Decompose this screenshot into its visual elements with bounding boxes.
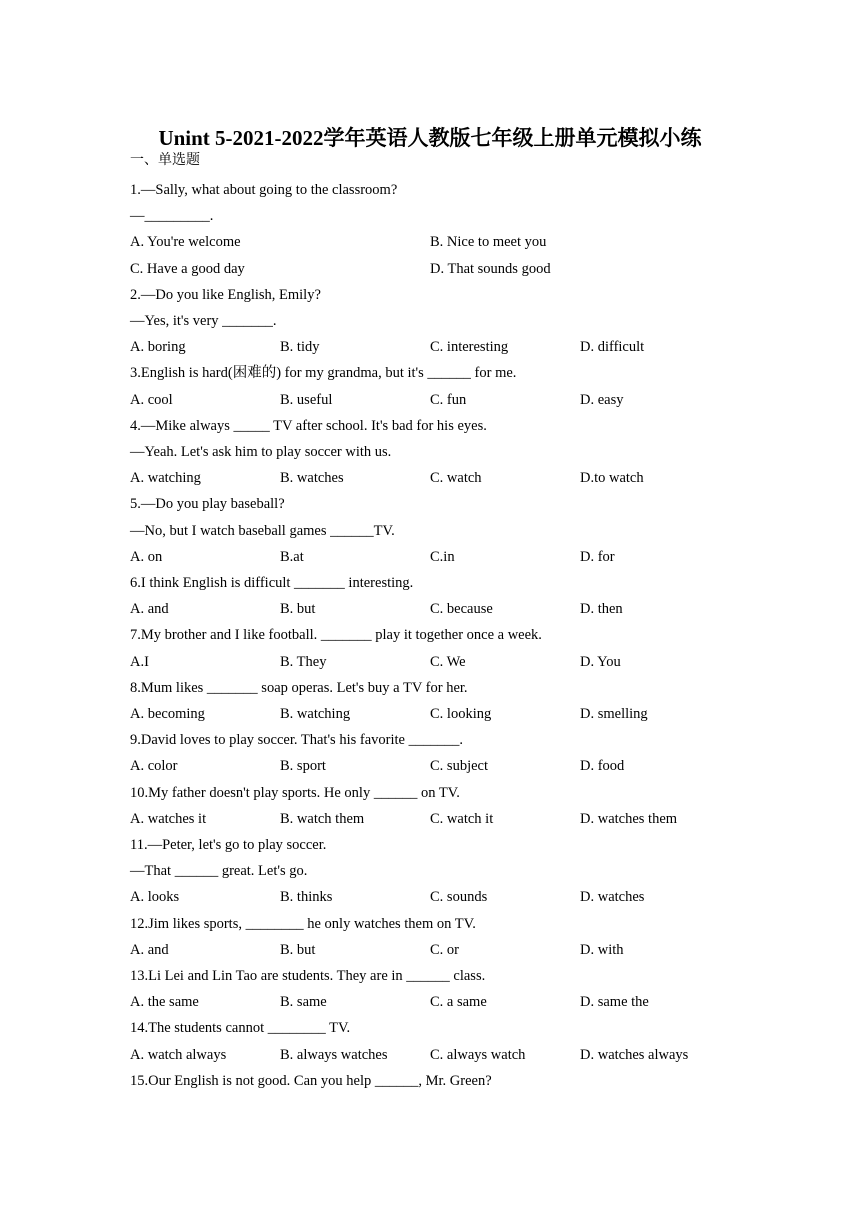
- answer-option[interactable]: D. watches always: [580, 1046, 689, 1063]
- answer-option[interactable]: A. the same: [130, 994, 199, 1011]
- answer-option[interactable]: C. Have a good day: [130, 260, 245, 277]
- answer-option[interactable]: D. then: [580, 601, 623, 618]
- question-stem: 7.My brother and I like football. _______ play it together once a week.: [130, 627, 542, 644]
- answer-option[interactable]: C. looking: [430, 706, 492, 722]
- answer-option[interactable]: A. You're welcome: [130, 234, 241, 251]
- answer-option[interactable]: D. with: [580, 941, 624, 958]
- question-stem: 2.—Do you like English, Emily?: [130, 286, 321, 303]
- answer-option[interactable]: D. for: [580, 548, 615, 565]
- question-reply: —Yeah. Let's ask him to play soccer with us.: [130, 444, 392, 460]
- section-heading: 一、单选题: [130, 152, 200, 168]
- question-reply: —No, but I watch baseball games ______TV.: [130, 522, 395, 539]
- question-stem: 9.David loves to play soccer. That's his favorite _______.: [130, 732, 463, 749]
- answer-option[interactable]: C. watch: [430, 470, 482, 487]
- answer-option[interactable]: D. smelling: [580, 706, 648, 722]
- answer-option[interactable]: B. tidy: [280, 339, 320, 356]
- answer-option[interactable]: C. We: [430, 653, 466, 670]
- answer-option[interactable]: D. You: [580, 653, 621, 670]
- answer-option[interactable]: D. watches: [580, 889, 645, 906]
- answer-option[interactable]: A. watches it: [130, 810, 207, 827]
- question-stem: 15.Our English is not good. Can you help ______, Mr. Green?: [130, 1072, 492, 1089]
- answer-option[interactable]: A. cool: [130, 391, 173, 408]
- answer-option[interactable]: D. difficult: [580, 339, 645, 356]
- answer-option[interactable]: B. watching: [280, 706, 351, 722]
- answer-option[interactable]: B. thinks: [280, 889, 333, 906]
- answer-option[interactable]: D.to watch: [580, 470, 644, 487]
- answer-option[interactable]: A. and: [130, 601, 169, 618]
- answer-option[interactable]: B. same: [280, 994, 327, 1011]
- question-stem: 6.I think English is difficult _______ interesting.: [130, 575, 414, 591]
- answer-option[interactable]: C. watch it: [430, 810, 494, 827]
- answer-option[interactable]: A. watching: [130, 470, 201, 487]
- answer-option[interactable]: C. a same: [430, 994, 487, 1011]
- question-stem: 5.—Do you play baseball?: [130, 496, 285, 513]
- answer-option[interactable]: A. on: [130, 548, 163, 565]
- answer-option[interactable]: B. watch them: [280, 810, 365, 827]
- question-stem: 12.Jim likes sports, ________ he only watches them on TV.: [130, 915, 476, 932]
- question-reply: —That ______ great. Let's go.: [130, 863, 308, 880]
- question-stem: 13.Li Lei and Lin Tao are students. They are in ______ class.: [130, 968, 486, 984]
- answer-option[interactable]: C.in: [430, 548, 455, 565]
- answer-option[interactable]: D. same the: [580, 994, 649, 1011]
- answer-option[interactable]: C. interesting: [430, 339, 509, 356]
- answer-option[interactable]: C. always watch: [430, 1046, 526, 1063]
- answer-option[interactable]: B.at: [280, 548, 304, 565]
- answer-option[interactable]: B. useful: [280, 391, 333, 408]
- answer-option[interactable]: D. food: [580, 758, 625, 775]
- answer-option[interactable]: A. watch always: [130, 1046, 227, 1063]
- answer-option[interactable]: C. fun: [430, 391, 467, 408]
- question-stem: 14.The students cannot ________ TV.: [130, 1020, 351, 1037]
- answer-option[interactable]: B. always watches: [280, 1046, 388, 1063]
- answer-option[interactable]: B. sport: [280, 758, 326, 775]
- answer-option[interactable]: A. and: [130, 941, 169, 958]
- answer-option[interactable]: D. That sounds good: [430, 260, 551, 277]
- page-title: Unint 5-2021-2022学年英语人教版七年级上册单元模拟小练: [158, 126, 702, 150]
- answer-option[interactable]: B. but: [280, 941, 316, 958]
- question-stem: 4.—Mike always _____ TV after school. It's bad for his eyes.: [130, 417, 487, 434]
- question-stem: 1.—Sally, what about going to the classroom?: [130, 182, 398, 198]
- question-reply: —_________.: [130, 208, 214, 225]
- answer-option[interactable]: A. becoming: [130, 706, 205, 722]
- question-stem: 8.Mum likes _______ soap operas. Let's buy a TV for her.: [130, 679, 468, 696]
- question-stem: 3.English is hard(困难的) for my grandma, but it's ______ for me.: [130, 365, 517, 382]
- answer-option[interactable]: C. because: [430, 601, 493, 618]
- answer-option[interactable]: B. They: [280, 653, 327, 670]
- answer-option[interactable]: B. Nice to meet you: [430, 234, 547, 251]
- answer-option[interactable]: D. easy: [580, 391, 624, 408]
- answer-option[interactable]: A. color: [130, 758, 178, 775]
- answer-option[interactable]: C. subject: [430, 758, 488, 775]
- question-reply: —Yes, it's very _______.: [130, 313, 277, 329]
- question-stem: 11.—Peter, let's go to play soccer.: [130, 837, 327, 853]
- answer-option[interactable]: A. boring: [130, 339, 186, 356]
- answer-option[interactable]: B. but: [280, 601, 316, 618]
- answer-option[interactable]: B. watches: [280, 470, 344, 487]
- question-stem: 10.My father doesn't play sports. He only ______ on TV.: [130, 784, 460, 801]
- answer-option[interactable]: A. looks: [130, 889, 180, 906]
- answer-option[interactable]: D. watches them: [580, 810, 678, 827]
- answer-option[interactable]: A.I: [130, 653, 149, 670]
- answer-option[interactable]: C. sounds: [430, 889, 488, 906]
- answer-option[interactable]: C. or: [430, 941, 459, 958]
